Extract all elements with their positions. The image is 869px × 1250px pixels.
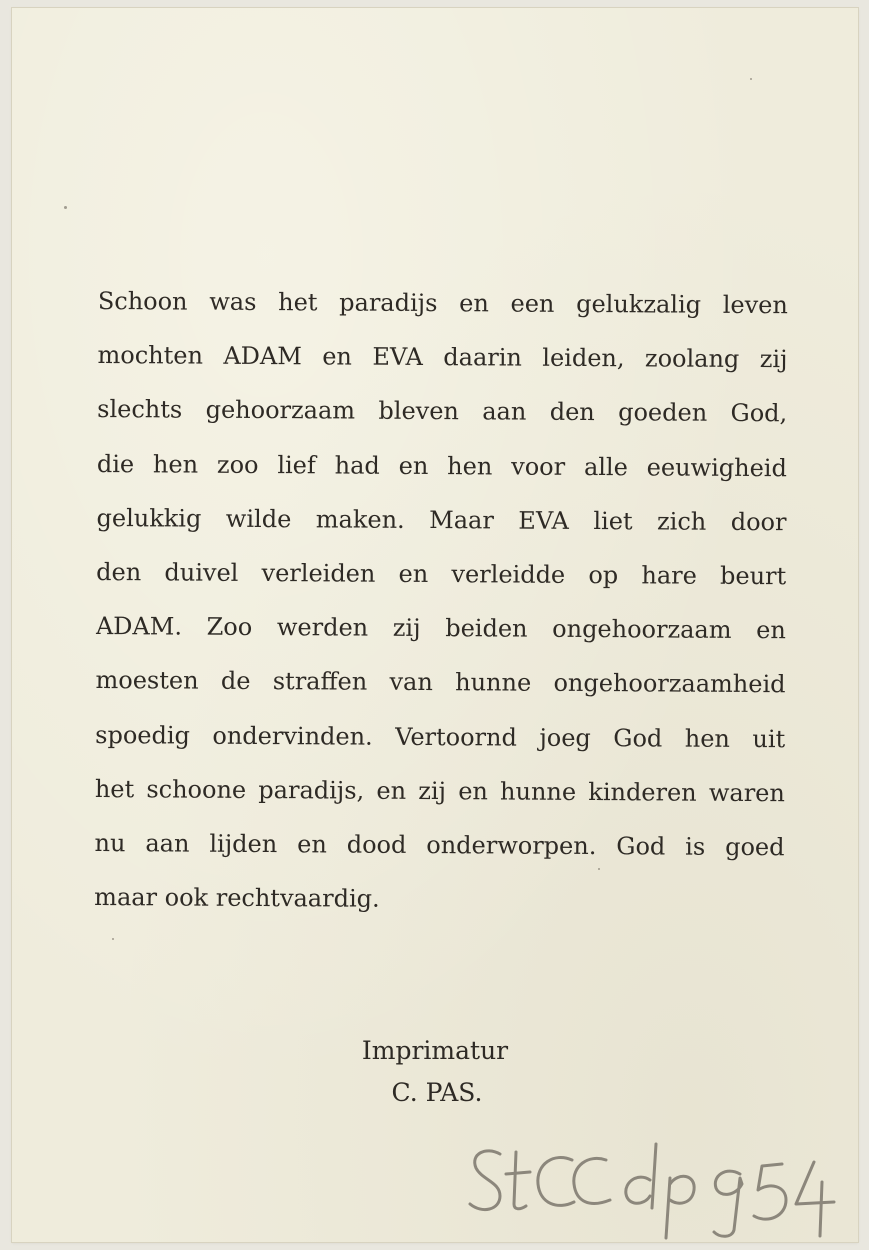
paper-speck — [750, 78, 752, 80]
prayer-text-block — [94, 280, 788, 934]
paper-speck — [64, 206, 67, 209]
text-line: spoedig ondervinden. Vertoornd joeg God hen uit — [95, 720, 786, 753]
imprimatur-label: Imprimatur — [361, 1036, 509, 1065]
handwritten-shelfmark — [464, 1138, 844, 1248]
holy-card-back — [12, 8, 858, 1242]
text-line: het schoone paradijs, en zij en hunne kinderen waren — [94, 774, 785, 807]
text-line: die hen zoo lief had en hen voor alle eeuwigheid — [96, 449, 787, 482]
text-line: mochten ADAM en EVA daarin leiden, zoolang zij — [97, 341, 788, 374]
text-line: Schoon was het paradijs en een gelukzalig leven — [97, 286, 788, 320]
paper-speck — [598, 868, 600, 870]
text-line: nu aan lijden en dood onderworpen. God is goed — [94, 828, 785, 862]
censor-name: C. PAS. — [391, 1078, 483, 1107]
text-line: slechts gehoorzaam bleven aan den goeden God, — [97, 395, 788, 428]
text-line: gelukkig wilde maken. Maar EVA liet zich door — [96, 503, 787, 536]
text-line: den duivel verleiden en verleidde op hare beurt — [96, 557, 787, 591]
text-line: maar ook rechtvaardig. — [94, 883, 380, 913]
text-line: moesten de straffen van hunne ongehoorzaamheid — [95, 666, 786, 699]
paper-speck — [112, 938, 114, 940]
imprimatur-block — [12, 1030, 858, 1114]
text-line: ADAM. Zoo werden zij beiden ongehoorzaam en — [95, 612, 786, 645]
